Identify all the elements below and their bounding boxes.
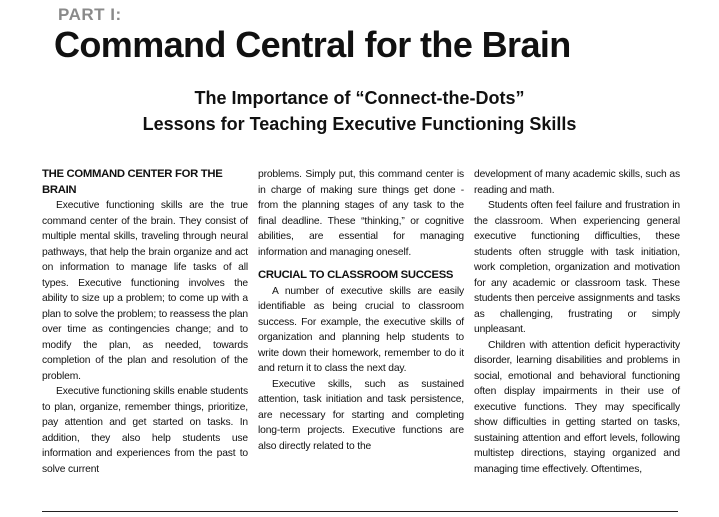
paragraph: Executive functioning skills enable students to plan, organize, remember things, prioritize, pay attention and get started on tasks. In addition, they also help students use information and experiences from the past to solve current bbox=[42, 386, 248, 475]
column-3 bbox=[474, 167, 680, 477]
paragraph: Executive skills, such as sustained attention, task initiation and task persistence, are necessary for starting and completing long-term projects. Executive functions are also directly related to the bbox=[258, 378, 464, 452]
subtitle bbox=[0, 85, 719, 137]
section-heading-command-center: THE COMMAND CENTER FOR THE BRAIN bbox=[42, 168, 223, 196]
paragraph-continued: problems. Simply put, this command center is in charge of making sure things get done - from the planning stages of any task to the final deadline. These “thinking,” or cognitive abilities, are essential for managing information and managing oneself. bbox=[258, 169, 464, 258]
paragraph: Children with attention deficit hyperactivity disorder, learning disabilities and problems in social, emotional and behavioral functioning often display impairments in their use of executive functions. They may specifically show difficulties in getting started on tasks, sustaining attention and effort levels, following multistep directions, staying organized and managing time effectively. Oftentimes, bbox=[474, 339, 680, 475]
paragraph-continued: development of many academic skills, such as reading and math. bbox=[474, 169, 680, 196]
subtitle-line-2: Lessons for Teaching Executive Functioning Skills bbox=[142, 114, 577, 134]
column-1 bbox=[42, 167, 248, 477]
paragraph: A number of executive skills are easily identifiable as being crucial to classroom success. For example, the executive skills of organization and planning help students to write down their homework, remember to do it and return it to class the next day. bbox=[258, 285, 464, 374]
section-heading-classroom-success: CRUCIAL TO CLASSROOM SUCCESS bbox=[258, 269, 454, 281]
subtitle-line-1: The Importance of “Connect-the-Dots” bbox=[194, 88, 525, 108]
column-2 bbox=[258, 167, 464, 454]
paragraph: Executive functioning skills are the true command center of the brain. They consist of multiple mental skills, traveling through neural pathways, that help the brain organize and act on information to manage life tasks of all types. Executive functioning involves the ability to size up a problem; to come up with a plan to solve the problem; to reassess the plan over time as contingencies change; and to modify the plan, as needed, towards completion of the plan and resolution of the problem. bbox=[42, 200, 248, 382]
footer-rule bbox=[42, 511, 678, 512]
part-label: PART I: bbox=[58, 5, 122, 24]
paragraph: Students often feel failure and frustration in the classroom. When experiencing general executive functioning difficulties, these students often struggle with task initiation, work completion, organization and motivation for any academic or classroom task. These students then perceive assignments and tasks as challenging, frustrating or simply unpleasant. bbox=[474, 200, 680, 335]
page-title: Command Central for the Brain bbox=[54, 24, 571, 65]
